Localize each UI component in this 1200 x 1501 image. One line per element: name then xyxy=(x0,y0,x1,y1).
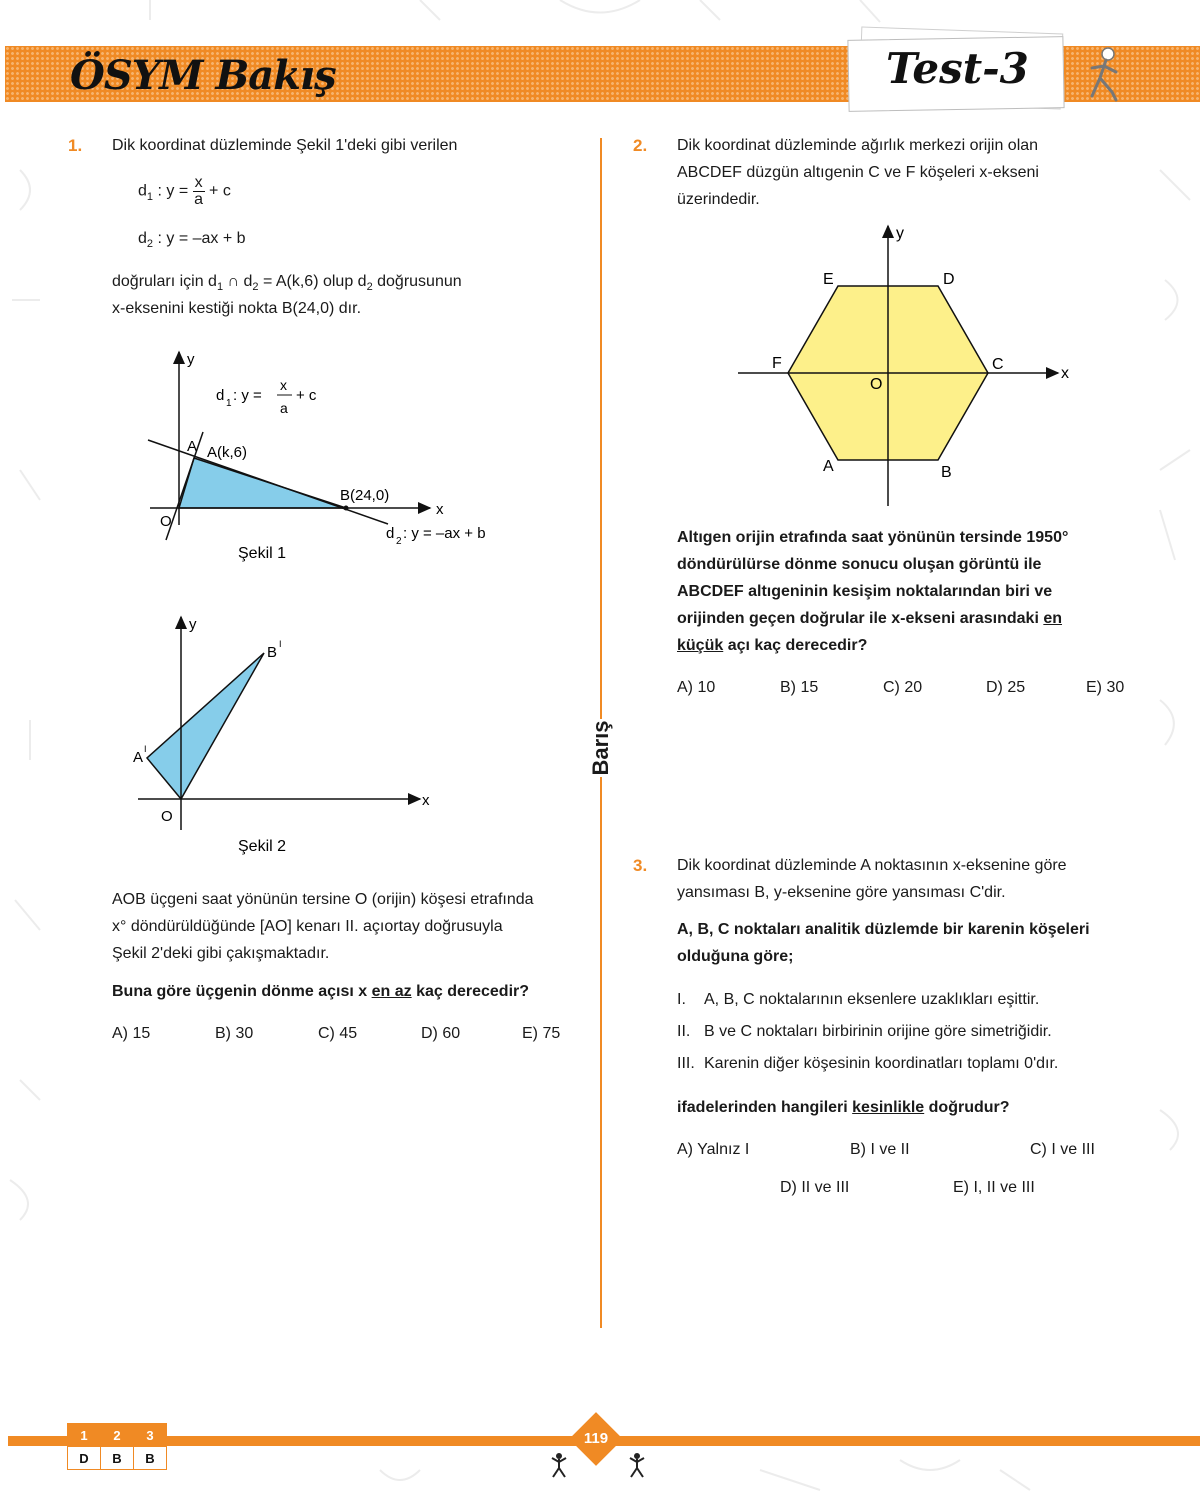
q1-d1-fraction xyxy=(193,175,205,208)
answer-key-number: 3 xyxy=(134,1424,167,1447)
q1-cond-sub3: 2 xyxy=(366,281,373,294)
q1-d1-frac-num: x xyxy=(194,174,203,191)
answer-key-number: 1 xyxy=(68,1424,101,1447)
q2-line2: ABCDEF düzgün altıgenin C ve F köşeleri x-ekseni xyxy=(677,164,1039,181)
q1-point-b xyxy=(344,506,349,511)
q1-d1-sub: 1 xyxy=(146,190,154,203)
q1-fig1-d1-eq: : y = xyxy=(233,387,262,404)
q3-option-d[interactable]: D) II ve III xyxy=(780,1179,850,1196)
q1-fig2-caption: Şekil 2 xyxy=(238,838,287,855)
q2-question-line4 xyxy=(677,605,1062,632)
footer-figure-right-icon xyxy=(628,1452,646,1478)
q2-question-line4-text: orijinden geçen doğrular ile x-ekseni arasındaki xyxy=(677,610,1044,627)
q1-fig2-a-prime: I xyxy=(144,744,147,754)
q2-question-line5-text: açı kaç derecedir? xyxy=(723,637,868,654)
q3-question-part-a: ifadelerinden hangileri xyxy=(677,1099,853,1116)
q1-fig1-d2-eq: : y = –ax + b xyxy=(403,525,486,542)
q1-rotated-triangle xyxy=(147,653,264,799)
q1-fig1-a-coord: A(k,6) xyxy=(207,444,248,461)
answer-key-number: 2 xyxy=(101,1424,134,1447)
q1-d1-frac-den: a xyxy=(194,191,204,208)
q1-d1-equation xyxy=(138,175,231,211)
q1-fig1-a-label: A xyxy=(187,438,198,455)
q1-cond-sub1: 1 xyxy=(216,281,224,294)
runner-figure-icon xyxy=(1082,46,1124,102)
q2-vertex-f: F xyxy=(772,355,782,372)
q2-vertex-d: D xyxy=(943,271,955,288)
q1-d2-equation xyxy=(138,225,246,258)
q1-figure-2 xyxy=(120,605,450,865)
q1-question xyxy=(112,978,529,1005)
q1-fig1-d2-sub: 2 xyxy=(396,536,402,547)
q2-vertex-c: C xyxy=(992,356,1004,373)
q3-statement-1: A, B, C noktalarının eksenlere uzaklıkları eşittir. xyxy=(704,991,1040,1008)
q3-line2: yansıması B, y-eksenine göre yansıması C'dir. xyxy=(677,884,1006,901)
q3-statement-2-number: II. xyxy=(677,1023,691,1040)
q1-d1-suffix: + c xyxy=(204,182,231,200)
q3-option-a[interactable]: A) Yalnız I xyxy=(677,1141,750,1158)
q2-vertex-e: E xyxy=(823,271,834,288)
q1-cond-sub2: 2 xyxy=(252,281,259,294)
q3-question-part-b: doğrudur? xyxy=(924,1099,1010,1116)
answer-key-values-row xyxy=(68,1447,167,1470)
q2-option-d[interactable]: D) 25 xyxy=(986,679,1026,696)
answer-key-value: D xyxy=(68,1447,101,1470)
answer-key-table xyxy=(67,1423,167,1470)
q2-vertex-b: B xyxy=(941,464,952,481)
q2-line1: Dik koordinat düzleminde ağırlık merkezi orijin olan xyxy=(677,137,1039,154)
q1-option-c[interactable]: C) 45 xyxy=(318,1025,358,1042)
q1-option-b[interactable]: B) 30 xyxy=(215,1025,254,1042)
q3-statement-3-number: III. xyxy=(677,1055,695,1072)
q1-question-part-b: kaç derecedir? xyxy=(411,983,530,1000)
q2-x-label: x xyxy=(1061,365,1069,382)
q2-question-line3: ABCDEF altıgeninin kesişim noktalarından biri ve xyxy=(677,583,1053,600)
q2-question-underlined-2: küçük xyxy=(677,637,724,654)
q1-question-part-a: Buna göre üçgenin dönme açısı x xyxy=(112,983,372,1000)
answer-key-value: B xyxy=(101,1447,134,1470)
q3-bold-line1: A, B, C noktaları analitik düzlemde bir karenin köşeleri xyxy=(677,921,1090,938)
q2-vertex-a: A xyxy=(823,458,834,475)
q1-option-a[interactable]: A) 15 xyxy=(112,1025,151,1042)
q2-question-underlined-1: en xyxy=(1043,610,1063,627)
author-label: Barış xyxy=(585,719,617,777)
q3-number: 3. xyxy=(633,856,648,875)
q1-d1-mid: : y = xyxy=(153,182,193,200)
q1-cond-part-c: = A(k,6) olup d xyxy=(258,273,367,290)
q2-line3: üzerindedir. xyxy=(677,191,760,208)
q1-fig2-x-label: x xyxy=(422,792,430,809)
q1-fig1-y-label: y xyxy=(187,351,195,368)
q1-fig1-caption: Şekil 1 xyxy=(238,545,287,562)
q2-question-line5 xyxy=(677,632,867,659)
q1-d2-eq: : y = –ax + b xyxy=(153,230,246,247)
q1-fig1-d1-sub: 1 xyxy=(226,398,232,409)
q1-cond-part-d: doğrusunun xyxy=(372,273,462,290)
q2-y-label: y xyxy=(896,225,904,242)
q1-cond-part-b: ∩ d xyxy=(223,273,253,290)
q1-d2-name: d xyxy=(138,230,147,247)
q1-d2-sub: 2 xyxy=(146,238,154,251)
q1-fig2-b-label: B xyxy=(267,644,278,661)
q3-option-e[interactable]: E) I, II ve III xyxy=(953,1179,1035,1196)
q1-number: 1. xyxy=(68,136,83,155)
answer-key-numbers-row xyxy=(68,1424,167,1447)
q1-question-underlined: en az xyxy=(371,983,412,1000)
q3-statement-1-number: I. xyxy=(677,991,686,1008)
q1-line-d2 xyxy=(148,440,388,524)
q1-option-d[interactable]: D) 60 xyxy=(421,1025,461,1042)
q1-fig2-y-label: y xyxy=(189,616,197,633)
q1-fig2-b-prime: I xyxy=(279,639,282,649)
q1-condition-line2: x-eksenini kestiği nokta B(24,0) dır. xyxy=(112,300,362,317)
q2-hexagon-figure xyxy=(730,218,1090,513)
q1-figure-1 xyxy=(130,340,530,570)
brand-logo: ÖSYM Bakış xyxy=(70,52,336,99)
page-number: 119 xyxy=(583,1430,609,1447)
q1-body-line1: AOB üçgeni saat yönünün tersine O (orijin) köşesi etrafında xyxy=(112,891,534,908)
q3-statement-3: Karenin diğer köşesinin koordinatları toplamı 0'dır. xyxy=(704,1055,1059,1072)
q1-fig1-d2-name: d xyxy=(386,525,395,542)
q3-statement-2: B ve C noktaları birbirinin orijine göre simetriğidir. xyxy=(704,1023,1052,1040)
q1-fig1-d1-den: a xyxy=(280,400,288,416)
q1-body-line2: x° döndürüldüğünde [AO] kenarı II. açıortay doğrusuyla xyxy=(112,918,503,935)
q2-question-line2: döndürülürse dönme sonucu oluşan görüntü ile xyxy=(677,556,1042,573)
q1-fig1-x-label: x xyxy=(436,501,444,518)
q3-question xyxy=(677,1094,1010,1121)
q2-option-c[interactable]: C) 20 xyxy=(883,679,923,696)
q1-fig1-d1-tail: + c xyxy=(296,387,317,404)
q1-fig2-origin-label: O xyxy=(161,808,173,825)
answer-key-value: B xyxy=(134,1447,167,1470)
q1-d1-name: d xyxy=(138,182,147,200)
q1-fig1-d1-num: x xyxy=(280,377,287,393)
test-title: Test-3 xyxy=(886,44,1029,93)
q1-intro: Dik koordinat düzleminde Şekil 1'deki gibi verilen xyxy=(112,137,458,154)
q1-cond-part-a: doğruları için d xyxy=(112,273,217,290)
q3-bold-line2: olduğuna göre; xyxy=(677,948,794,965)
q1-fig2-a-label: A xyxy=(133,749,144,766)
q1-fig1-d1-name: d xyxy=(216,387,225,404)
q2-option-e[interactable]: E) 30 xyxy=(1086,679,1125,696)
q1-fig1-b-coord: B(24,0) xyxy=(340,487,390,504)
q2-number: 2. xyxy=(633,136,648,155)
q1-fig1-origin-label: O xyxy=(160,513,172,530)
q2-option-a[interactable]: A) 10 xyxy=(677,679,716,696)
q2-origin-label: O xyxy=(870,376,883,393)
q3-option-c[interactable]: C) I ve III xyxy=(1030,1141,1095,1158)
q1-body-line3: Şekil 2'deki gibi çakışmaktadır. xyxy=(112,945,330,962)
q3-question-underlined: kesinlikle xyxy=(852,1099,925,1116)
footer-figure-left-icon xyxy=(550,1452,568,1478)
q2-option-b[interactable]: B) 15 xyxy=(780,679,819,696)
q2-question-line1: Altıgen orijin etrafında saat yönünün tersinde 1950° xyxy=(677,529,1069,546)
q1-option-e[interactable]: E) 75 xyxy=(522,1025,561,1042)
q3-option-b[interactable]: B) I ve II xyxy=(850,1141,910,1158)
q3-line1: Dik koordinat düzleminde A noktasının x-eksenine göre xyxy=(677,857,1067,874)
